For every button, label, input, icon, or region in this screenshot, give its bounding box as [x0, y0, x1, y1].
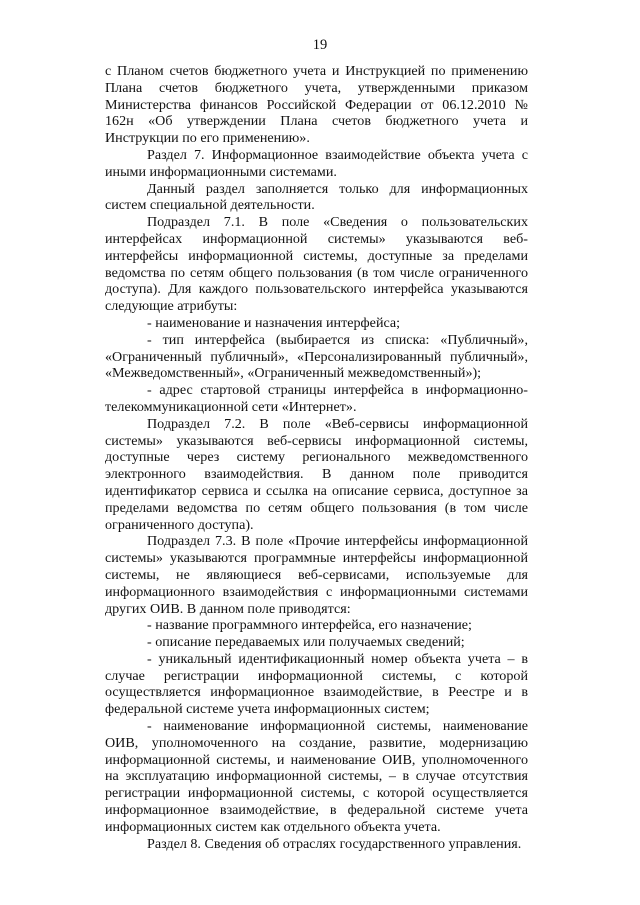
section-8-heading: Раздел 8. Сведения об отраслях государственного управления.	[147, 835, 522, 852]
list-item-program-interface-name: - название программного интерфейса, его назначение;	[147, 617, 472, 634]
paragraph-plan-accounts-continuation: с Планом счетов бюджетного учета и Инструкцией по применению Плана счетов бюджетного учета, утвержденными приказом Министерства финансов Российской Федерации от 06.12.2010 № 162н «Об утверждении Плана счетов бюджетного учета и Инструкции по его применению».	[105, 63, 528, 147]
list-item-unique-id: - уникальный идентификационный номер объекта учета – в случае регистрации информационной системы, с которой осуществляется информационное взаимодействие, в Реестре и в федеральной системе учета информационных систем;	[105, 650, 528, 718]
subsection-7-2: Подраздел 7.2. В поле «Веб-сервисы информационной системы» указываются веб-сервисы информационной системы, доступные через систему регионального межведомственного электронного взаимодействия. В данном поле приводится идентификатор сервиса и ссылка на описание сервиса, доступное за пределами ведомства по сетям общего пользования (в том числе ограниченного доступа).	[105, 415, 528, 533]
list-item-interface-address: - адрес стартовой страницы интерфейса в информационно-телекоммуникационной сети «Интернет».	[105, 382, 528, 415]
list-item-system-and-oiv-names: - наименование информационной системы, наименование ОИВ, уполномоченного на создание, развитие, модернизацию информационной системы, и наименование ОИВ, уполномоченного на эксплуатацию информационной системы, – в случае отсутствия регистрации информационной системы, с которой осуществляется информационное взаимодействие, в федеральной системе учета информационных систем как отдельного объекта учета.	[105, 718, 528, 835]
section-7-heading: Раздел 7. Информационное взаимодействие объекта учета с иными информационными системами.	[105, 146, 528, 180]
subsection-7-1: Подраздел 7.1. В поле «Сведения о пользовательских интерфейсах информационной системы» указываются веб-интерфейсы информационной системы, доступные за пределами ведомства по сетям общего пользования (в том числе ограниченного доступа). Для каждого пользовательского интерфейса указываются следующие атрибуты:	[105, 214, 528, 315]
section-7-scope-note: Данный раздел заполняется только для информационных систем специальной деятельности.	[105, 180, 528, 214]
list-item-interface-name: - наименование и назначения интерфейса;	[147, 314, 401, 331]
document-body	[105, 63, 528, 852]
page-number: 19	[312, 37, 328, 53]
list-item-interface-type: - тип интерфейса (выбирается из списка: «Публичный», «Ограниченный публичный», «Персонализированный публичный», «Межведомственный», «Ограниченный межведомственный»);	[105, 331, 528, 382]
subsection-7-3: Подраздел 7.3. В поле «Прочие интерфейсы информационной системы» указываются программные интерфейсы информационной системы, не являющиеся веб-сервисами, используемые для информационного взаимодействия с информационными системами других ОИВ. В данном поле приводятся:	[105, 533, 528, 617]
list-item-data-description: - описание передаваемых или получаемых сведений;	[147, 634, 465, 651]
